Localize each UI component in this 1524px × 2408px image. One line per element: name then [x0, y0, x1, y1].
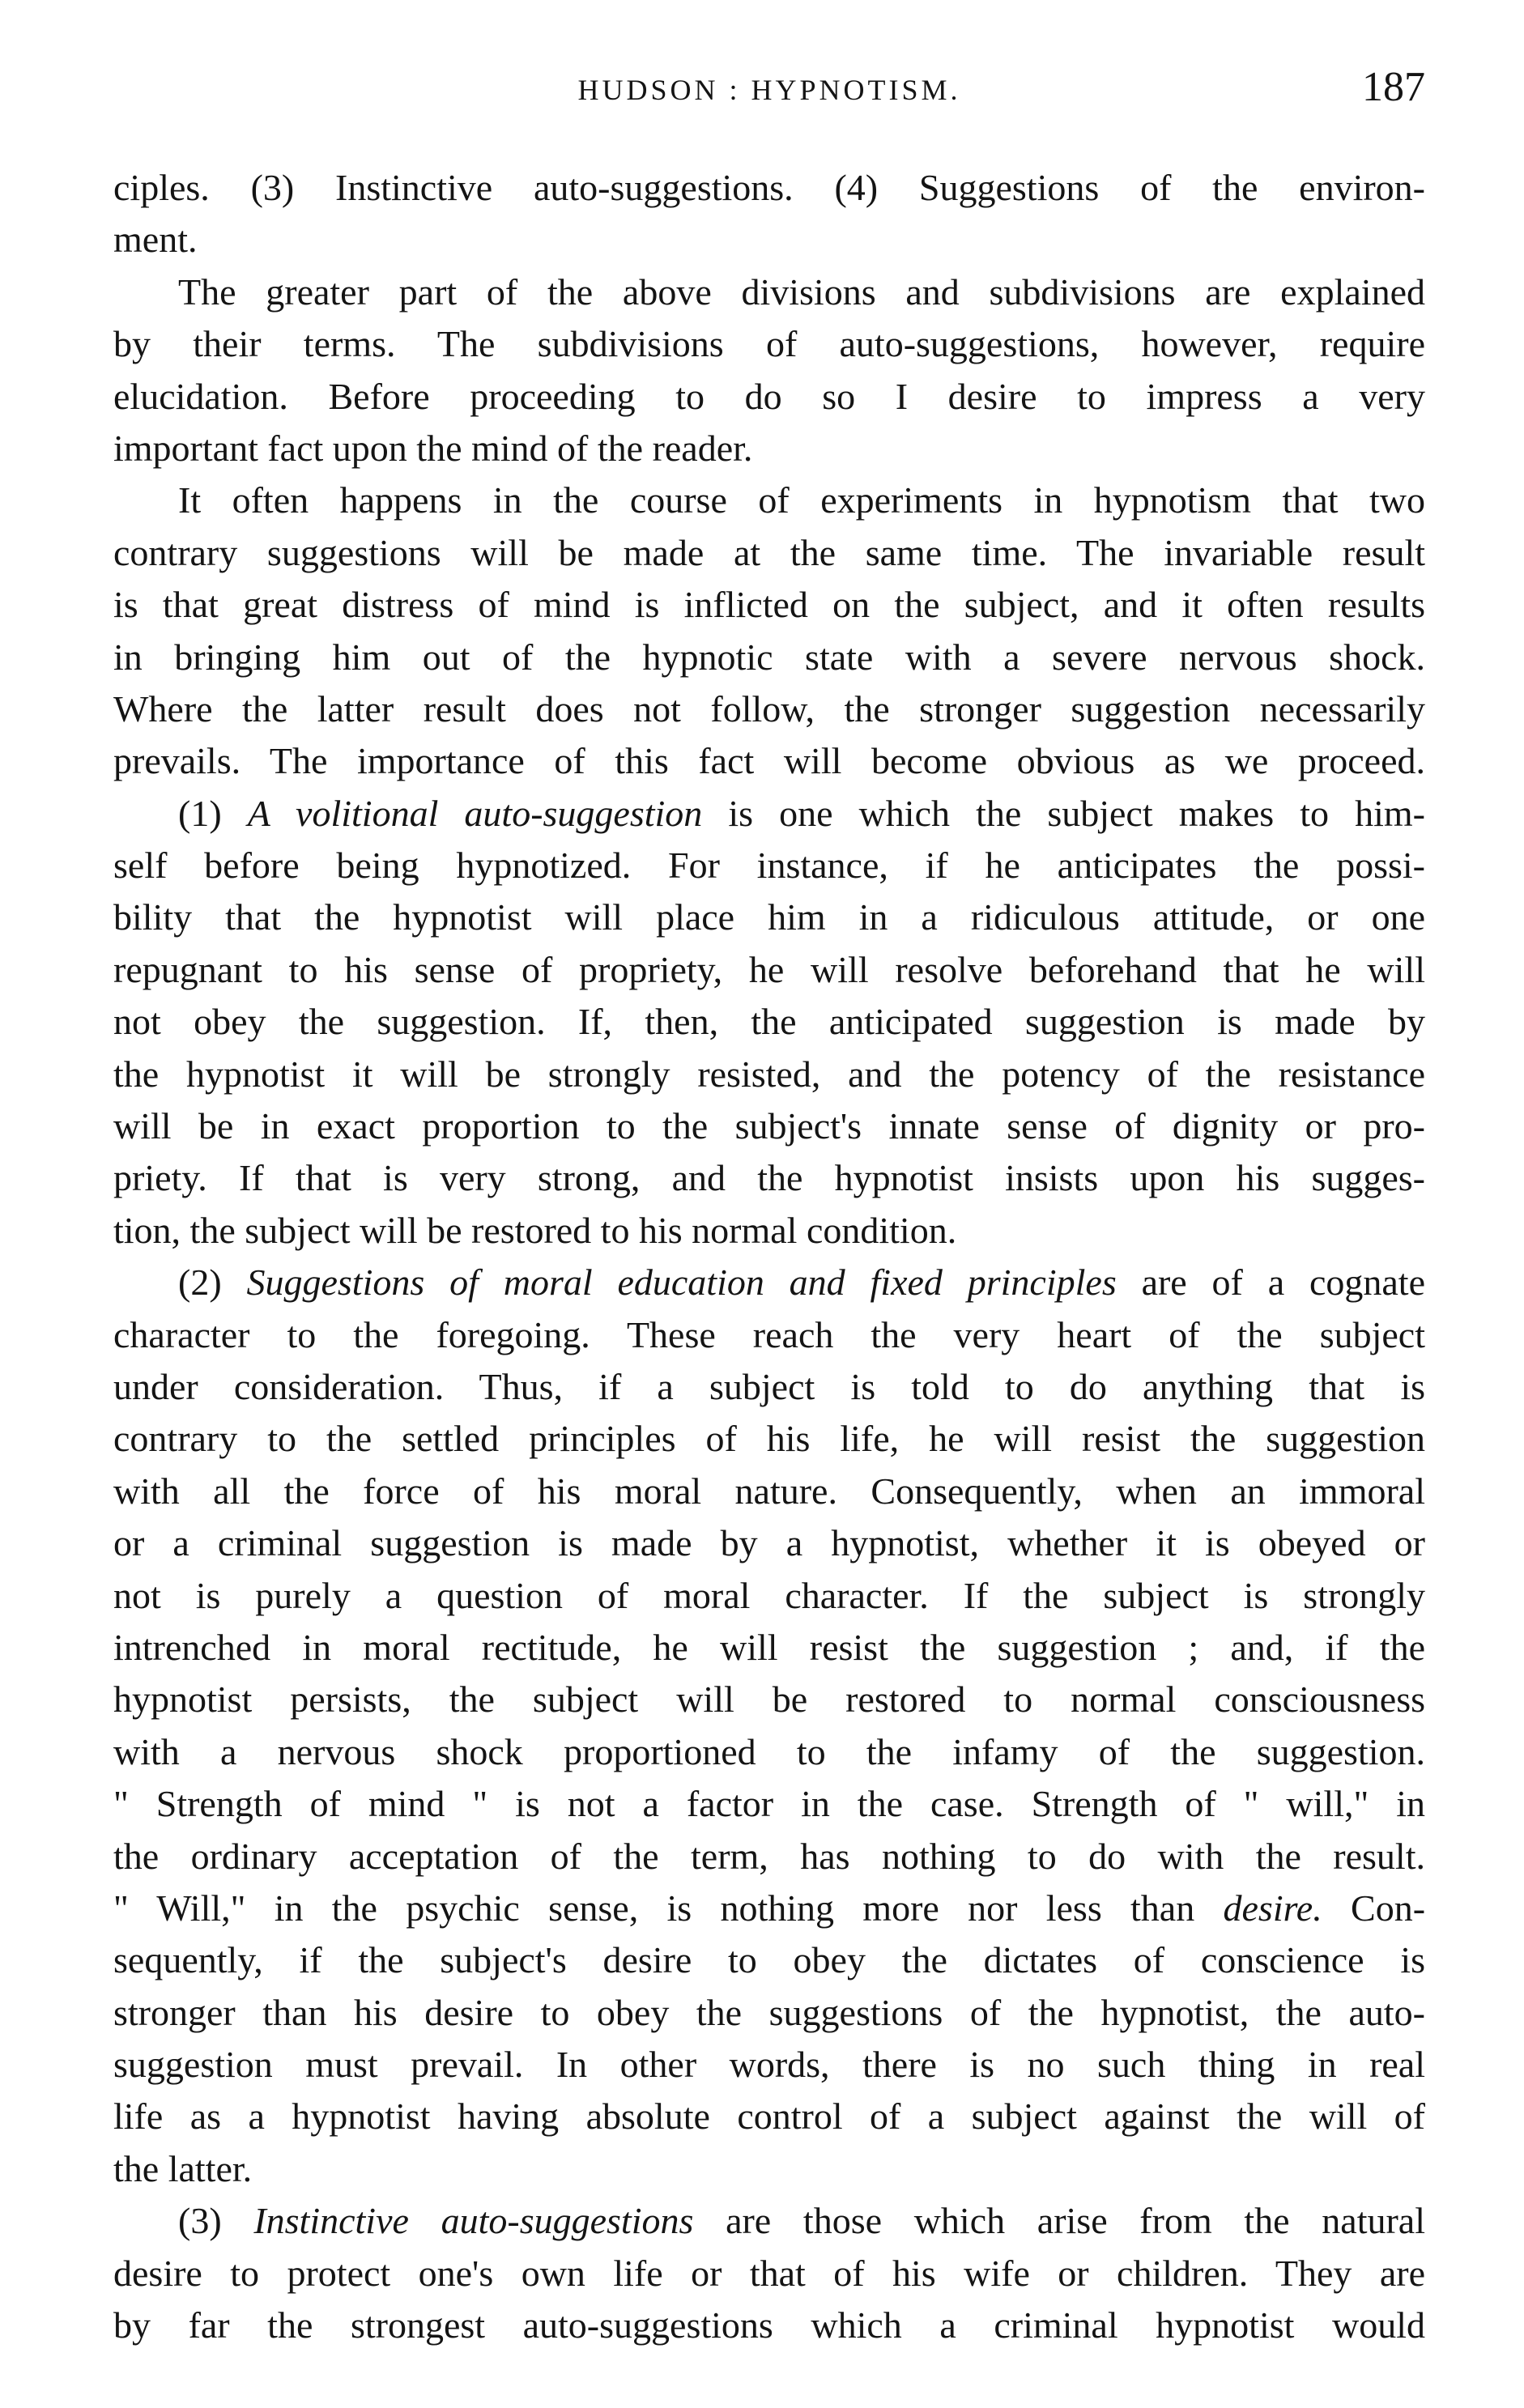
text-line: Where the latter result does not follow, the stronger suggestion necessarily [113, 687, 1425, 730]
text-line: not obey the suggestion. If, then, the anticipated suggestion is made by [113, 1001, 1425, 1043]
text-line: contrary to the settled principles of his life, he will resist the suggestion [113, 1418, 1425, 1460]
text-line: by far the strongest auto-suggestions which a criminal hypnotist would [113, 2304, 1425, 2346]
text-line: under consideration. Thus, if a subject is told to do anything that is [113, 1365, 1425, 1407]
text-line: the hypnotist it will be strongly resisted, and the potency of the resistance [113, 1053, 1425, 1095]
text-line: ment. [113, 219, 198, 261]
italic-term: Suggestions of moral education and fixed principles [246, 1261, 1117, 1304]
text-line: with a nervous shock proportioned to the infamy of the suggestion. [113, 1730, 1425, 1772]
text-line: self before being hypnotized. For instance, if he anticipates the possi- [113, 845, 1425, 887]
body-text [113, 162, 1425, 2351]
text-line [113, 788, 1425, 840]
text-line: suggestion must prevail. In other words, there is no such thing in real [113, 2044, 1425, 2086]
text-line: ciples. (3) Instinctive auto-suggestions. (4) Suggestions of the environ- [113, 167, 1425, 208]
text-line: by their terms. The subdivisions of auto-suggestions, however, require [113, 323, 1425, 365]
text-line: sequently, if the subject's desire to obey the dictates of conscience is [113, 1939, 1425, 1981]
line-lead: " Will," in the psychic sense, is nothing more nor less than [113, 1887, 1224, 1929]
text-line [113, 1883, 1425, 1934]
line-lead: (2) [178, 1261, 247, 1304]
text-line: bility that the hypnotist will place him in a ridiculous attitude, or one [113, 896, 1425, 938]
text-line: character to the foregoing. These reach the very heart of the subject [113, 1313, 1425, 1355]
running-head [113, 57, 1425, 110]
line-lead: (1) [178, 792, 248, 834]
italic-term: Instinctive auto-suggestions [253, 2200, 694, 2242]
text-line: hypnotist persists, the subject will be restored to normal consciousness [113, 1678, 1425, 1721]
text-line: is that great distress of mind is inflicted on the subject, and it often results [113, 584, 1425, 626]
line-lead: (3) [178, 2200, 254, 2242]
text-line: or a criminal suggestion is made by a hypnotist, whether it is obeyed or [113, 1522, 1425, 1564]
text-line [113, 1257, 1425, 1308]
text-line: It often happens in the course of experiments in hypnotism that two [178, 479, 1425, 521]
text-line: prevails. The importance of this fact will become obvious as we proceed. [113, 740, 1425, 782]
text-line: with all the force of his moral nature. Consequently, when an immoral [113, 1470, 1425, 1512]
text-line: intrenched in moral rectitude, he will resist the suggestion ; and, if the [113, 1626, 1425, 1668]
text-line: elucidation. Before proceeding to do so I desire to impress a very [113, 375, 1425, 417]
line-tail: Con- [1322, 1887, 1425, 1929]
text-line: desire to protect one's own life or that of his wife or children. They are [113, 2252, 1425, 2294]
text-line: the ordinary acceptation of the term, has nothing to do with the result. [113, 1835, 1425, 1877]
line-tail: are of a cognate [1116, 1261, 1425, 1304]
italic-term: A volitional auto-suggestion [247, 792, 703, 834]
text-line: will be in exact proportion to the subject's innate sense of dignity or pro- [113, 1105, 1425, 1147]
text-line: contrary suggestions will be made at the same time. The invariable result [113, 531, 1425, 573]
text-line: priety. If that is very strong, and the hypnotist insists upon his sugges- [113, 1157, 1425, 1199]
text-line [113, 2195, 1425, 2247]
text-line: tion, the subject will be restored to his normal condition. [113, 1209, 957, 1251]
running-title: HUDSON : HYPNOTISM. [577, 74, 961, 106]
text-line: not is purely a question of moral character. If the subject is strongly [113, 1574, 1425, 1616]
text-line: life as a hypnotist having absolute control of a subject against the will of [113, 2095, 1425, 2138]
text-line: in bringing him out of the hypnotic state with a severe nervous shock. [113, 636, 1425, 678]
text-line: " Strength of mind " is not a factor in the case. Strength of " will," in [113, 1783, 1425, 1825]
line-tail: is one which the subject makes to him- [702, 792, 1425, 834]
page-number: 187 [1362, 64, 1425, 110]
text-line: repugnant to his sense of propriety, he will resolve beforehand that he will [113, 948, 1425, 990]
text-line: The greater part of the above divisions and subdivisions are explained [178, 270, 1425, 313]
line-tail: are those which arise from the natural [693, 2200, 1425, 2242]
text-line: important fact upon the mind of the reader. [113, 427, 753, 469]
text-line: the latter. [113, 2147, 253, 2189]
text-line: stronger than his desire to obey the suggestions of the hypnotist, the auto- [113, 1991, 1425, 2033]
italic-term: desire. [1223, 1887, 1322, 1929]
